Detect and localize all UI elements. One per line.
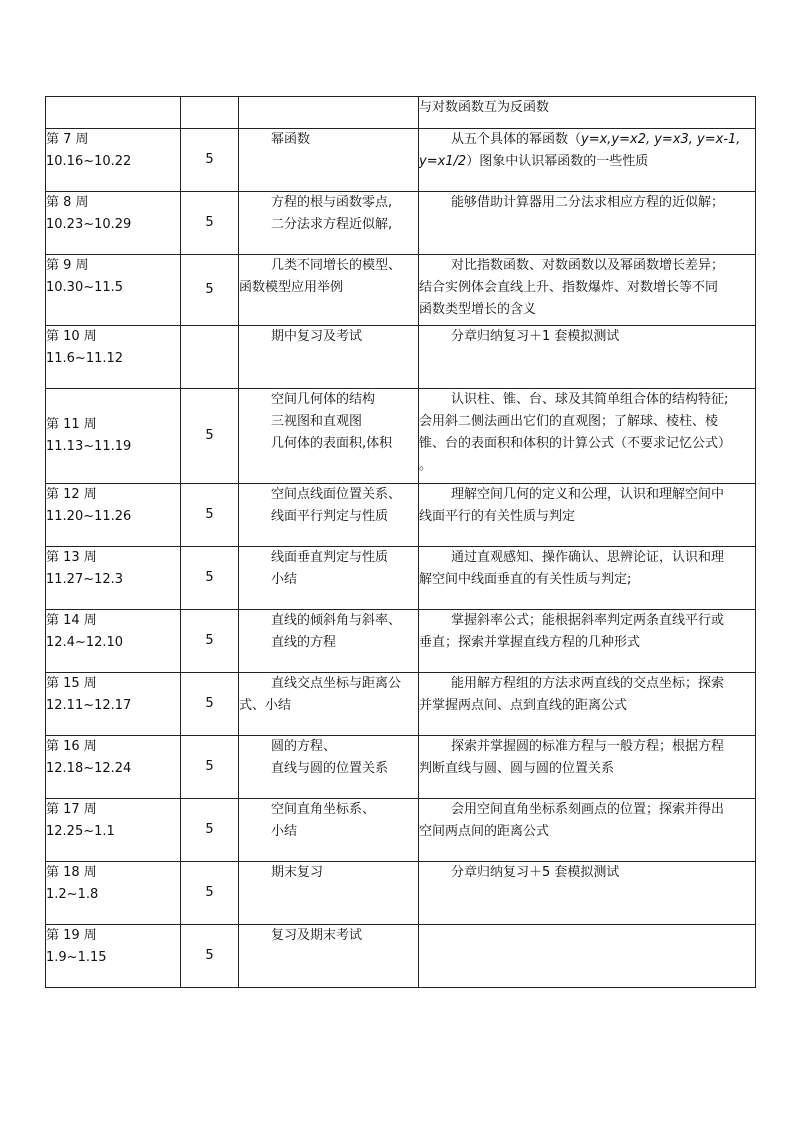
requirement-cell [419,736,756,799]
table-row [46,862,756,925]
table-row [46,192,756,255]
topic-line: 小结 [271,572,298,587]
requirement-line: 会用空间直角坐标系刻画点的位置；探索并得出 [451,802,725,817]
week-cell [46,736,181,799]
week-cell [46,673,181,736]
requirement-line: 理解空间几何的定义和公理，认识和理解空间中 [451,487,725,502]
requirement-line: 线面平行的有关性质与判定 [419,509,576,524]
topic-line: 直线与圆的位置关系 [271,761,389,776]
date-range: 10.23~10.29 [46,217,132,232]
topic-line: 空间几何体的结构 [271,392,376,407]
requirement-line: 探索并掌握圆的标准方程与一般方程；根据方程 [451,739,725,754]
requirement-line: 函数类型增长的含义 [419,302,537,317]
hours-cell: 5 [181,610,239,673]
requirement-line: 垂直；探索并掌握直线方程的几种形式 [419,635,641,650]
requirement-line: 能够借助计算器用二分法求相应方程的近似解； [451,195,725,210]
date-range: 11.13~11.19 [46,439,132,454]
week-label: 第 9 周 [46,258,89,273]
requirement-cell [419,673,756,736]
requirement-line: 判断直线与圆、圆与圆的位置关系 [419,761,615,776]
topic-line: 圆的方程、 [271,739,337,754]
topic-cell [239,736,419,799]
requirement-line: 。 [419,458,433,473]
date-range: 12.18~12.24 [46,761,132,776]
hours-cell: 5 [181,484,239,547]
hours-cell: 5 [181,673,239,736]
hours-cell: 5 [181,736,239,799]
table-row [46,547,756,610]
date-range: 10.16~10.22 [46,154,132,169]
requirement-cell [419,547,756,610]
topic-line: 空间点线面位置关系、 [271,487,402,502]
topic-cell [239,484,419,547]
requirement-line: 掌握斜率公式；能根据斜率判定两条直线平行或 [451,613,725,628]
requirement-cell [419,97,756,129]
topic-line: 二分法求方程近似解, [271,217,393,232]
week-label: 第 14 周 [46,613,97,628]
week-label: 第 7 周 [46,132,89,147]
week-cell [46,389,181,484]
topic-line: 几类不同增长的模型、 [271,258,402,273]
topic-cell [239,862,419,925]
table-row [46,484,756,547]
week-label: 第 8 周 [46,195,89,210]
table-row [46,925,756,988]
requirement-cell [419,799,756,862]
week-label: 第 15 周 [46,676,97,691]
requirement-line: 锥、台的表面积和体积的计算公式（不要求记忆公式） [419,436,732,451]
hours-cell: 5 [181,255,239,326]
requirement-paragraph [419,129,755,173]
formula-text: y=x1/2 [419,154,467,169]
table-row [46,389,756,484]
requirement-line: 与对数函数互为反函数 [419,100,550,115]
topic-cell [239,799,419,862]
week-cell [46,129,181,192]
week-cell [46,192,181,255]
schedule-table [45,96,756,988]
week-label: 第 19 周 [46,928,97,943]
date-range: 12.25~1.1 [46,824,115,839]
requirement-text: 从五个具体的幂函数（ [451,132,582,147]
requirement-cell [419,389,756,484]
topic-cell [239,673,419,736]
hours-cell: 5 [181,799,239,862]
hours-cell: 5 [181,389,239,484]
week-cell [46,255,181,326]
requirement-cell [419,925,756,988]
requirement-cell [419,610,756,673]
topic-line: 式、小结 [239,698,292,713]
topic-line: 期中复习及考试 [271,329,363,344]
date-range: 10.30~11.5 [46,280,124,295]
week-cell [46,484,181,547]
date-range: 11.6~11.12 [46,351,124,366]
topic-cell [239,255,419,326]
date-range: 12.11~12.17 [46,698,132,713]
week-cell [46,326,181,389]
table-row [46,799,756,862]
table-row [46,326,756,389]
date-range: 12.4~12.10 [46,635,124,650]
requirement-line: 空间两点间的距离公式 [419,824,550,839]
requirement-cell [419,326,756,389]
week-label: 第 16 周 [46,739,97,754]
topic-line: 直线的倾斜角与斜率、 [271,613,402,628]
table-row [46,736,756,799]
topic-cell [239,97,419,129]
date-range: 11.27~12.3 [46,572,124,587]
week-cell [46,610,181,673]
table-row [46,255,756,326]
requirement-cell [419,192,756,255]
requirement-line: 能用解方程组的方法求两直线的交点坐标；探索 [451,676,725,691]
topic-line: 复习及期末考试 [271,928,363,943]
requirement-line: 认识柱、锥、台、球及其简单组合体的结构特征; [451,392,729,407]
hours-cell: 5 [181,192,239,255]
topic-line: 直线交点坐标与距离公 [271,676,402,691]
hours-cell: 5 [181,925,239,988]
formula-text: y=x,y=x2, y=x3, y=x-1, [581,132,741,147]
topic-line: 幂函数 [271,132,311,147]
week-label: 第 12 周 [46,487,97,502]
date-range: 1.9~1.15 [46,950,107,965]
topic-line: 三视图和直观图 [271,414,363,429]
topic-cell [239,389,419,484]
topic-cell [239,610,419,673]
requirement-line: 通过直观感知、操作确认、思辨论证，认识和理 [451,550,725,565]
table-row [46,673,756,736]
topic-line: 小结 [271,824,298,839]
week-cell [46,97,181,129]
requirement-line: 对比指数函数、对数函数以及幂函数增长差异； [451,258,725,273]
topic-cell [239,925,419,988]
requirement-text: ）图象中认识幂函数的一些性质 [466,154,649,169]
table-row [46,97,756,129]
week-label: 第 18 周 [46,865,97,880]
requirement-line: 会用斜二侧法画出它们的直观图；了解球、棱柱、棱 [419,414,719,429]
requirement-line: 并掌握两点间、点到直线的距离公式 [419,698,628,713]
week-cell [46,547,181,610]
requirement-line: 结合实例体会直线上升、指数爆炸、对数增长等不同 [419,280,719,295]
week-cell [46,925,181,988]
topic-cell [239,547,419,610]
hours-cell: 5 [181,547,239,610]
week-label: 第 10 周 [46,329,97,344]
requirement-line: 分章归纳复习＋1 套模拟测试 [451,329,620,344]
requirement-line: 分章归纳复习＋5 套模拟测试 [451,865,620,880]
topic-line: 方程的根与函数零点, [271,195,393,210]
topic-line: 空间直角坐标系、 [271,802,376,817]
requirement-cell [419,129,756,192]
week-label: 第 17 周 [46,802,97,817]
week-label: 第 11 周 [46,417,97,432]
topic-line: 线面垂直判定与性质 [271,550,389,565]
topic-cell [239,129,419,192]
topic-cell [239,326,419,389]
topic-cell [239,192,419,255]
requirement-cell [419,862,756,925]
table-row [46,129,756,192]
topic-line: 函数模型应用举例 [239,280,344,295]
topic-line: 几何体的表面积,体积 [271,436,393,451]
week-cell [46,799,181,862]
topic-line: 期末复习 [271,865,324,880]
hours-cell: 5 [181,129,239,192]
requirement-line: 解空间中线面垂直的有关性质与判定; [419,572,632,587]
hours-cell [181,97,239,129]
hours-cell: 5 [181,862,239,925]
requirement-cell [419,484,756,547]
table-row [46,610,756,673]
date-range: 11.20~11.26 [46,509,132,524]
topic-line: 直线的方程 [271,635,337,650]
date-range: 1.2~1.8 [46,887,99,902]
requirement-cell [419,255,756,326]
week-label: 第 13 周 [46,550,97,565]
hours-cell [181,326,239,389]
week-cell [46,862,181,925]
topic-line: 线面平行判定与性质 [271,509,389,524]
